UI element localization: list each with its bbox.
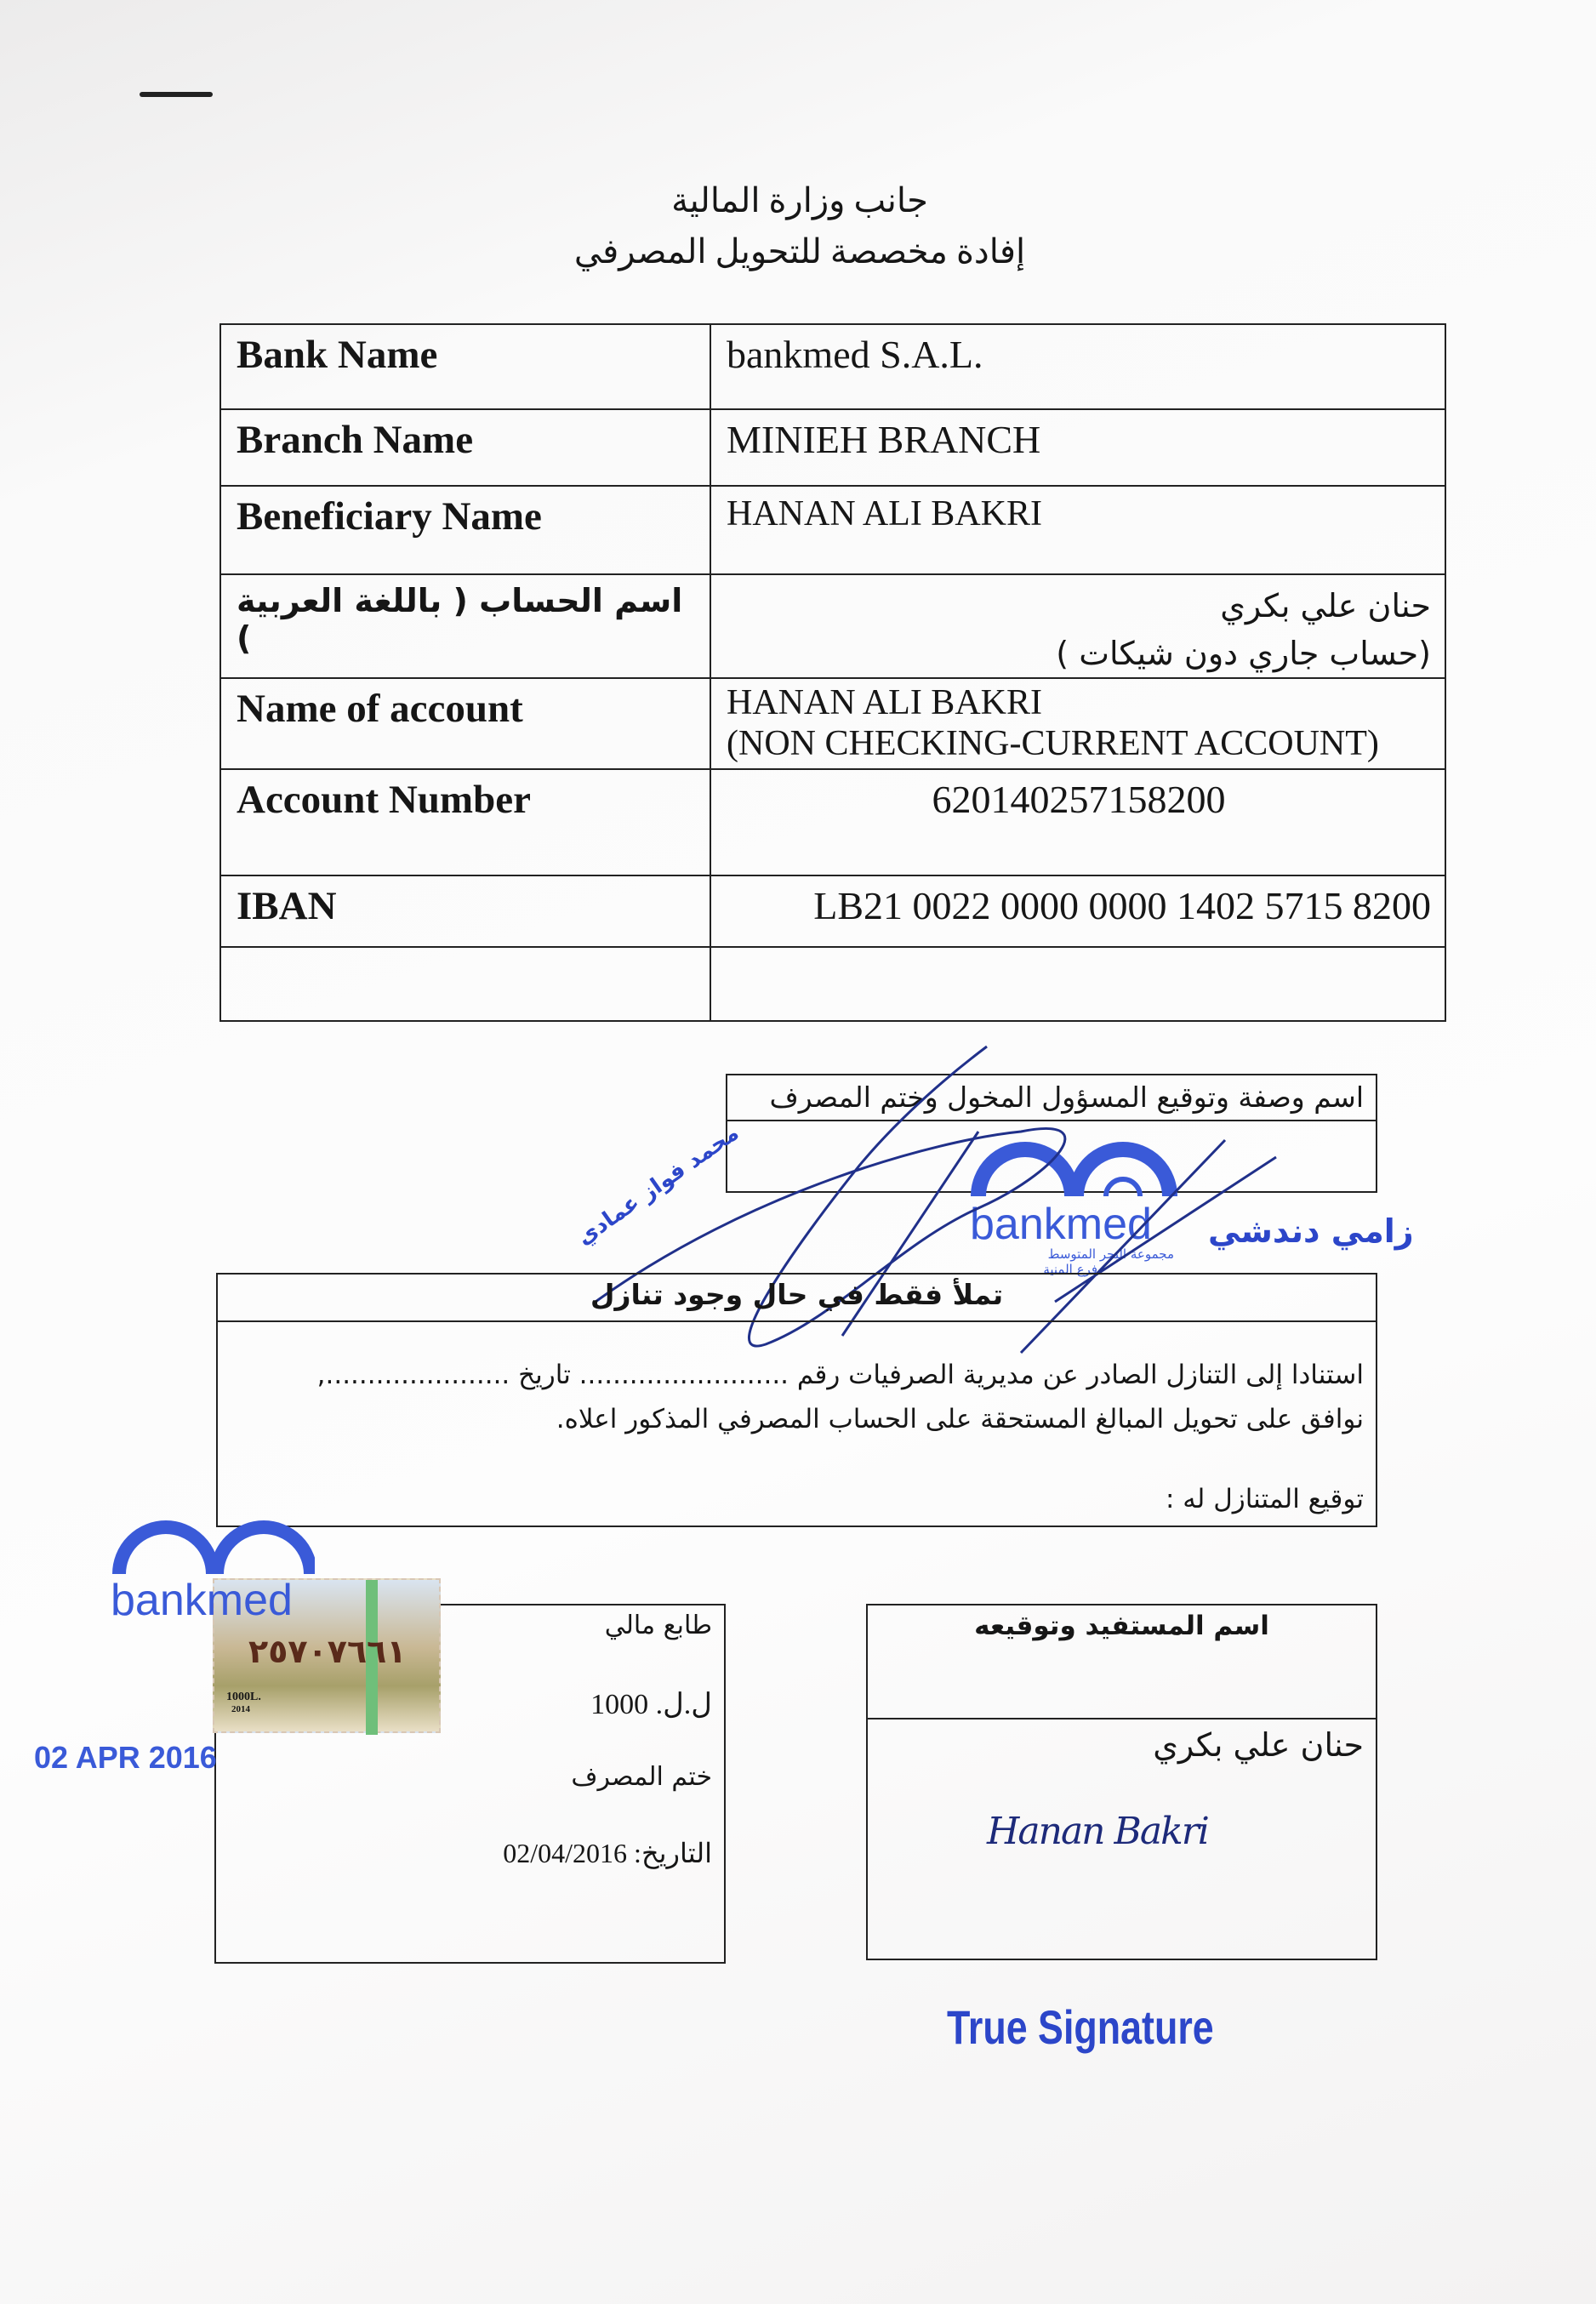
table-row [220, 486, 1445, 574]
row-value: MINIEH BRANCH [710, 409, 1445, 486]
stamp-brand: bankmed [111, 1576, 293, 1625]
handwritten-stamp-name: محمد فواز عمادي [572, 1120, 744, 1251]
bankmed-logo-icon [111, 1514, 315, 1574]
arabic-account-type: (حساب جاري دون شيكات ) [1056, 635, 1431, 672]
authorized-header: اسم وصفة وتوقيع المسؤول المخول وختم المصرف [769, 1081, 1364, 1114]
row-value: 620140257158200 [710, 769, 1445, 875]
table-row [220, 678, 1445, 769]
fiscal-amount: ل.ل. 1000 [590, 1689, 712, 1720]
waiver-signature-label: توقيع المتنازل له : [1165, 1484, 1364, 1514]
beneficiary-signature: Hanan Bakri [987, 1810, 1208, 1853]
table-row-empty [220, 947, 1445, 1021]
beneficiary-box [866, 1604, 1377, 1960]
row-value: bankmed S.A.L. [710, 324, 1445, 409]
row-label: Beneficiary Name [220, 486, 710, 574]
row-label [220, 947, 710, 1021]
beneficiary-header: اسم المستفيد وتوقيعه [974, 1611, 1269, 1641]
table-row [220, 409, 1445, 486]
row-label: Branch Name [220, 409, 710, 486]
row-value [710, 678, 1445, 769]
row-value [710, 947, 1445, 1021]
row-label: Bank Name [220, 324, 710, 409]
bank-seal-label: ختم المصرف [571, 1762, 712, 1792]
fiscal-date: التاريخ: 02/04/2016 [503, 1838, 712, 1868]
revenue-stamp-year: 2014 [231, 1704, 250, 1714]
account-type: (NON CHECKING-CURRENT ACCOUNT) [727, 724, 1379, 763]
row-label: Account Number [220, 769, 710, 875]
divider [868, 1718, 1376, 1719]
header-line-2: إفادة مخصصة للتحويل المصرفي [573, 232, 1026, 271]
waiver-box [216, 1273, 1377, 1527]
arabic-account-name: حنان علي بكري [1220, 587, 1431, 624]
arabic-account-label: اسم الحساب ( باللغة العربية ) [237, 582, 683, 657]
row-value: HANAN ALI BAKRI [710, 486, 1445, 574]
waiver-line-1: استنادا إلى التنازل الصادر عن مديرية الصرفيات رقم ......................... تاريخ ......................, [316, 1360, 1364, 1390]
row-value [710, 574, 1445, 678]
revenue-stamp-value: 1000L. [226, 1691, 261, 1703]
table-row [220, 769, 1445, 875]
row-label: IBAN [220, 875, 710, 947]
table-row [220, 574, 1445, 678]
waiver-header: تملأ فقط في حال وجود تنازل [590, 1278, 1004, 1311]
waiver-line-2: نوافق على تحويل المبالغ المستحقة على الحساب المصرفي المذكور اعلاه. [556, 1404, 1364, 1434]
stamp-subtitle: مجموعة البحر المتوسط [1047, 1246, 1174, 1262]
stamp-date: 02 APR 2016 [34, 1740, 217, 1775]
bank-info-table [219, 323, 1446, 1022]
account-name: HANAN ALI BAKRI [727, 683, 1042, 722]
authorized-signer-name: زامي دندشي [1208, 1212, 1414, 1250]
divider [218, 1320, 1376, 1322]
bankmed-stamp-left [111, 1514, 349, 1625]
row-label [220, 574, 710, 678]
stamp-branch: فرع المنية [1043, 1262, 1097, 1277]
fiscal-stamp-label: طابع مالي [604, 1611, 712, 1640]
row-label: Name of account [220, 678, 710, 769]
table-row [220, 324, 1445, 409]
beneficiary-name: حنان علي بكري [1153, 1726, 1364, 1764]
table-row [220, 875, 1445, 947]
true-signature-stamp: True Signature [947, 2000, 1214, 2054]
pen-mark [140, 92, 213, 97]
header-line-1: جانب وزارة المالية [671, 181, 928, 220]
stamp-brand: bankmed [970, 1200, 1152, 1249]
row-value: LB21 0022 0000 0000 1402 5715 8200 [710, 875, 1445, 947]
revenue-stamp-number: ٢٥٧٠٧٦٦١ [248, 1633, 407, 1670]
